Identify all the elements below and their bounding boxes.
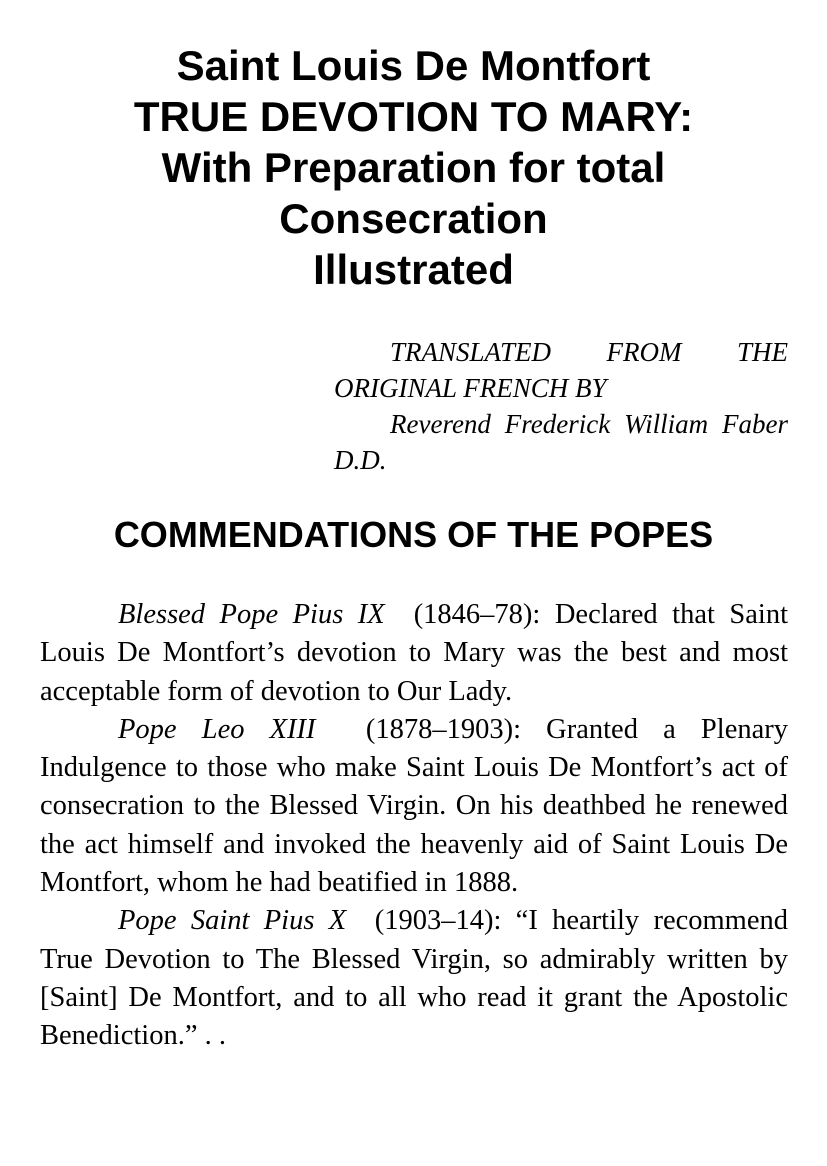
pope-name: Pope Leo XIII: [118, 713, 316, 745]
commendation-paragraph: [40, 711, 788, 902]
commendation-text: (1846–78): Declared that Saint Louis De Montfort’s devotion to Mary was the best and most acceptable form of devotion to Our Lady.: [40, 599, 788, 707]
title-line: Saint Louis De Montfort: [176, 42, 651, 89]
section-heading: COMMENDATIONS OF THE POPES: [113, 514, 714, 555]
translator-credit: [334, 334, 788, 478]
book-title: [0, 40, 827, 295]
commendation-paragraph: [40, 902, 788, 1055]
commendation-text: (1903–14): “I heartily recommend True Devotion to The Blessed Virgin, so admirably written by [Saint] De Montfort, and to all who read it grant the Apostolic Benediction.” . .: [40, 905, 788, 1052]
translator-name: Reverend Frederick William Faber D.D.: [334, 409, 788, 475]
commendation-paragraph: [40, 596, 788, 711]
pope-name: Pope Saint Pius X: [118, 905, 347, 937]
title-line: Consecration: [279, 195, 548, 242]
title-line: TRUE DEVOTION TO MARY:: [133, 93, 694, 140]
translation-note: TRANSLATED FROM THE ORIGINAL FRENCH BY: [334, 337, 788, 403]
pope-name: Blessed Pope Pius IX: [118, 599, 385, 630]
title-line: Illustrated: [313, 246, 514, 293]
title-line: With Preparation for total: [161, 144, 666, 191]
commendations-body: [40, 596, 788, 1056]
commendation-text: (1878–1903): Granted a Plenary Indulgence to those who make Saint Louis De Montfort’s act of consecration to the Blessed Virgin. On his deathbed he renewed the act himself and invoked the heavenly aid of Saint Louis De Montfort, whom he had beatified in 1888.: [40, 713, 788, 899]
